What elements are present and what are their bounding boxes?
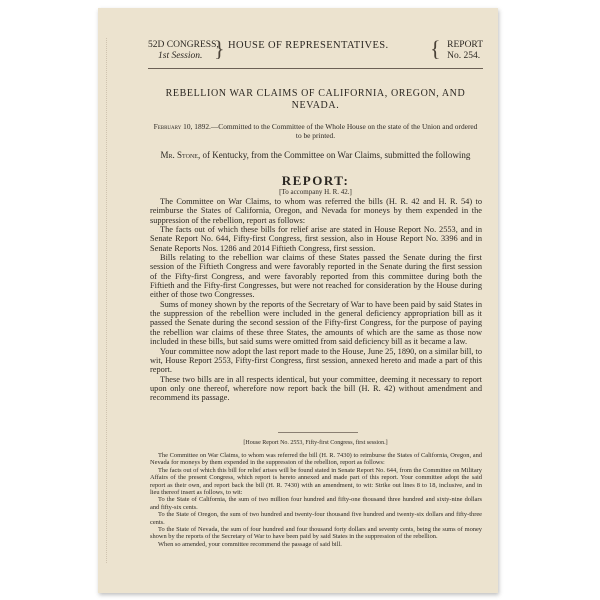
body-paragraph: Bills relating to the rebellion war claims of these States passed the Senate during the first session of the Fiftieth Congress and were favorably reported in the Senate during the first session of the Fifty-first Congress, and were favorably reported from this committee during both the Fiftieth and the Fifty-first Congresses, but were not reached for consideration by the House during either of those two Congresses.	[150, 253, 482, 300]
committed-text: —Committed to the Committee of the Whole House on the state of the Union and ordered to be printed.	[210, 122, 478, 140]
appendix-body	[150, 452, 482, 548]
appendix-paragraph: To the State of Nevada, the sum of four hundred and four thousand forty dollars and seventy cents, being the sums of money shown by the reports of the Secretary of War to have been paid by said States in the suppression of the rebellion.	[150, 526, 482, 541]
document-title: REBELLION WAR CLAIMS OF CALIFORNIA, OREGON, AND NEVADA.	[165, 88, 466, 111]
committed-note	[153, 122, 478, 140]
report-body	[150, 197, 482, 403]
report-page	[98, 8, 498, 593]
header-rule	[148, 68, 483, 69]
report-label: REPORT	[447, 40, 483, 50]
section-rule	[278, 432, 358, 433]
session-label: 1st Session.	[158, 51, 203, 61]
house-label: HOUSE OF REPRESENTATIVES.	[228, 40, 389, 51]
body-paragraph: The Committee on War Claims, to whom was referred the bills (H. R. 42 and H. R. 54) to reimburse the States of California, Oregon, and Nevada for moneys by them expended in the suppression of the rebellion, report as follows:	[150, 197, 482, 225]
committed-date: February 10, 1892.	[153, 122, 211, 131]
body-paragraph: These two bills are in all respects identical, but your committee, deeming it necessary to report upon only one thereof, wherefore now report back the bill (H. R. 42) without amendment and recommend its passage.	[150, 374, 482, 403]
body-paragraph: The facts out of which these bills for relief arise are stated in House Report No. 2553, and in Senate Report No. 644, Fifty-first Congress, first session, also in House Report No. 3396 and in Senate Reports Nos. 1286 and 2014 Fiftieth Congress, first session.	[150, 225, 482, 253]
document-header	[148, 38, 483, 64]
congress-label: 52D CONGRESS,	[148, 40, 219, 50]
submitted-line	[153, 150, 478, 161]
appendix-paragraph: When so amended, your committee recommend the passage of said bill.	[158, 540, 342, 548]
appendix-paragraph: To the State of California, the sum of two million four hundred and fifty-one thousand three hundred and sixty-nine dollars and fifty-six cents.	[150, 496, 482, 511]
report-number-block	[447, 40, 483, 62]
appendix-paragraph: The Committee on War Claims, to whom was referred the bill (H. R. 7430) to reimburse the States of California, Oregon, and Nevada for moneys by them expended in the suppression of the rebellion, report as follows:	[150, 452, 482, 467]
body-paragraph: Sums of money shown by the reports of the Secretary of War to have been paid by said States in the suppression of the rebellion were included in the general deficiency appropriation bill as it passed the Senate during the second session of the Fifty-first Congress, for the purpose of paying the rebellion war claims of these three States, the amounts of which are the same as those now included in these bills, but said sums were omitted from said deficiency bill as it became a law.	[150, 299, 482, 347]
appendix-paragraph: The facts out of which this bill for relief arises will be found stated in Senate Report No. 644, from the Committee on Military Affairs of the present Congress, which report is hereto annexed and made part of this report. Your committee adopt the said report as their own, and report back the bill (H. R. 7430) with an amendment, to wit: Strike out lines 8 to 18, inclusive, and in lieu thereof insert as follows, to wit:	[150, 466, 482, 497]
appendix-paragraph: To the State of Oregon, the sum of two hundred and twenty-four thousand five hundred and twenty-six dollars and fifty-three cents.	[150, 511, 482, 526]
accompany-note: [To accompany H. R. 42.]	[279, 188, 352, 196]
submitted-text: of Kentucky, from the Committee on War Claims, submitted the following	[200, 150, 471, 160]
report-heading: REPORT:	[281, 173, 350, 188]
congress-session	[148, 40, 219, 62]
body-paragraph: Your committee now adopt the last report made to the House, June 25, 1890, on a similar bill, to wit, House Report 2553, Fifty-first Congress, first session, annexed hereto and made a part of this report.	[150, 346, 482, 375]
submitter-name: Mr. Stone,	[160, 150, 201, 160]
appendix-heading: [House Report No. 2553, Fifty-first Congress, first session.]	[243, 440, 388, 446]
left-brace: }	[214, 36, 225, 61]
report-number: No. 254.	[447, 51, 481, 61]
binding-holes	[106, 38, 107, 563]
right-brace: {	[430, 36, 441, 61]
